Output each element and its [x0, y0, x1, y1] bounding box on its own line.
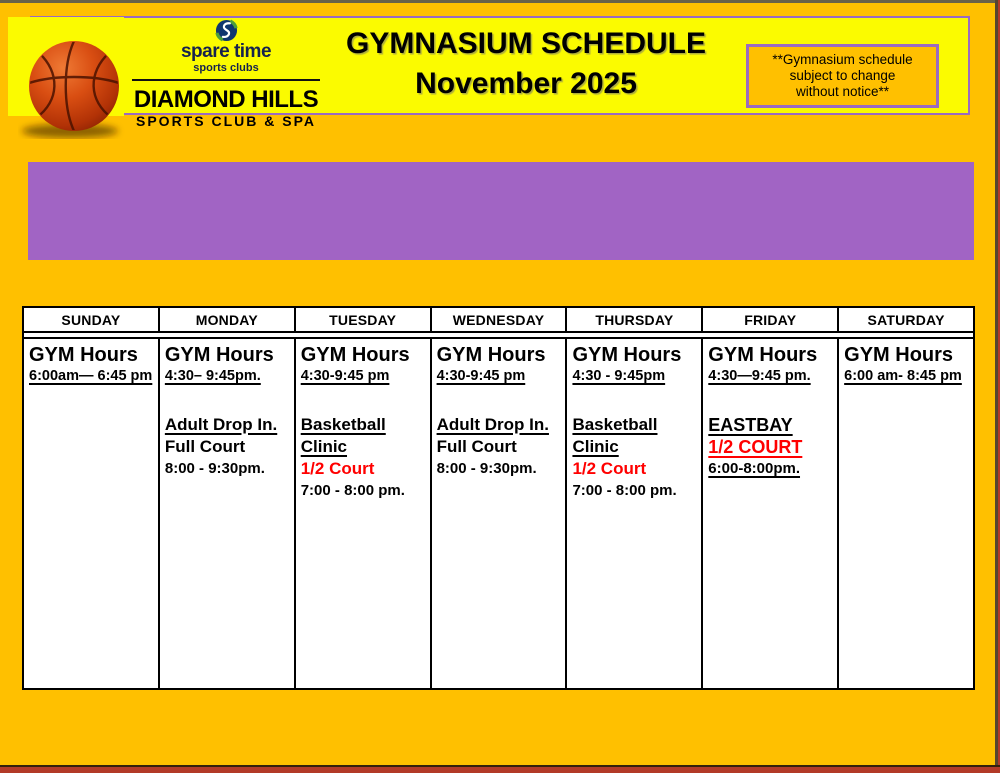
day-column-monday — [160, 339, 296, 688]
event-line: 1/2 COURT — [708, 437, 803, 457]
day-column-wednesday — [432, 339, 568, 688]
event-line: Full Court — [164, 437, 246, 456]
event-line: 8:00 - 9:30pm. — [436, 460, 537, 477]
notice-line: without notice** — [795, 84, 890, 99]
notice-box — [746, 44, 939, 108]
event-line: 6:00-8:00pm. — [708, 460, 801, 477]
basketball-icon — [18, 39, 130, 139]
event-line: Adult Drop In. — [164, 415, 278, 434]
day-column-tuesday — [296, 339, 432, 688]
day-column-thursday — [567, 339, 703, 688]
club-name: DIAMOND HILLS — [133, 86, 319, 113]
page-title: GYMNASIUM SCHEDULE — [345, 27, 706, 60]
gym-hours-label: GYM Hours — [436, 344, 546, 366]
gym-hours-label: GYM Hours — [164, 344, 274, 366]
gym-hours-label: GYM Hours — [300, 344, 410, 366]
sparetime-logo-icon — [130, 19, 322, 42]
day-column-friday — [703, 339, 839, 688]
gym-hours-label: GYM Hours — [708, 344, 818, 366]
notice-line: **Gymnasium schedule — [772, 52, 913, 67]
event-line: 7:00 - 8:00 pm. — [300, 482, 405, 499]
event-line: 7:00 - 8:00 pm. — [572, 482, 677, 499]
day-column-saturday — [839, 339, 973, 688]
event-line: 8:00 - 9:30pm. — [164, 460, 265, 477]
event-line: Clinic — [572, 437, 619, 456]
gym-hours-time: 6:00 am- 8:45 pm — [844, 368, 962, 384]
logo-divider — [132, 79, 320, 81]
basketball-backdrop — [8, 17, 124, 116]
day-header-sunday: SUNDAY — [24, 308, 160, 331]
event-line: 1/2 Court — [572, 459, 647, 478]
gym-hours-label: GYM Hours — [29, 344, 138, 366]
gym-hours-time: 4:30-9:45 pm — [436, 368, 526, 384]
purple-banner — [28, 162, 974, 260]
gym-hours-time: 4:30– 9:45pm. — [164, 368, 261, 384]
event-line: Basketball — [572, 415, 658, 434]
brand-name: spare time — [180, 41, 272, 62]
page-subtitle: November 2025 — [415, 67, 637, 100]
schedule-table — [22, 306, 975, 690]
day-header-thursday: THURSDAY — [567, 308, 703, 331]
event-line: Clinic — [300, 437, 348, 456]
day-column-sunday — [24, 339, 160, 688]
notice-line: subject to change — [789, 68, 896, 83]
page-title-block — [312, 27, 740, 101]
day-header-tuesday: TUESDAY — [296, 308, 432, 331]
schedule-body-row — [24, 337, 973, 688]
page-top-border — [0, 0, 1000, 3]
event-line: Full Court — [436, 437, 517, 456]
gym-hours-time: 4:30—9:45 pm. — [708, 368, 811, 384]
event-line: Basketball — [300, 415, 386, 434]
page-bottom-border — [0, 765, 1000, 773]
club-logo — [130, 19, 322, 130]
day-header-monday: MONDAY — [160, 308, 296, 331]
gym-hours-time: 4:30-9:45 pm — [300, 368, 390, 384]
gym-hours-label: GYM Hours — [572, 344, 682, 366]
brand-subtitle: sports clubs — [193, 62, 259, 74]
day-header-saturday: SATURDAY — [867, 311, 945, 328]
gym-hours-label: GYM Hours — [844, 344, 954, 366]
event-line: EASTBAY — [708, 415, 793, 435]
club-subtitle: SPORTS CLUB & SPA — [136, 113, 316, 129]
day-header-row — [24, 308, 973, 333]
gym-hours-time: 6:00am— 6:45 pm — [29, 368, 153, 384]
event-line: Adult Drop In. — [436, 415, 549, 434]
day-header-wednesday: WEDNESDAY — [432, 308, 568, 331]
day-header-friday: FRIDAY — [703, 308, 839, 331]
gym-hours-time: 4:30 - 9:45pm — [572, 368, 666, 384]
event-line: 1/2 Court — [300, 459, 375, 478]
